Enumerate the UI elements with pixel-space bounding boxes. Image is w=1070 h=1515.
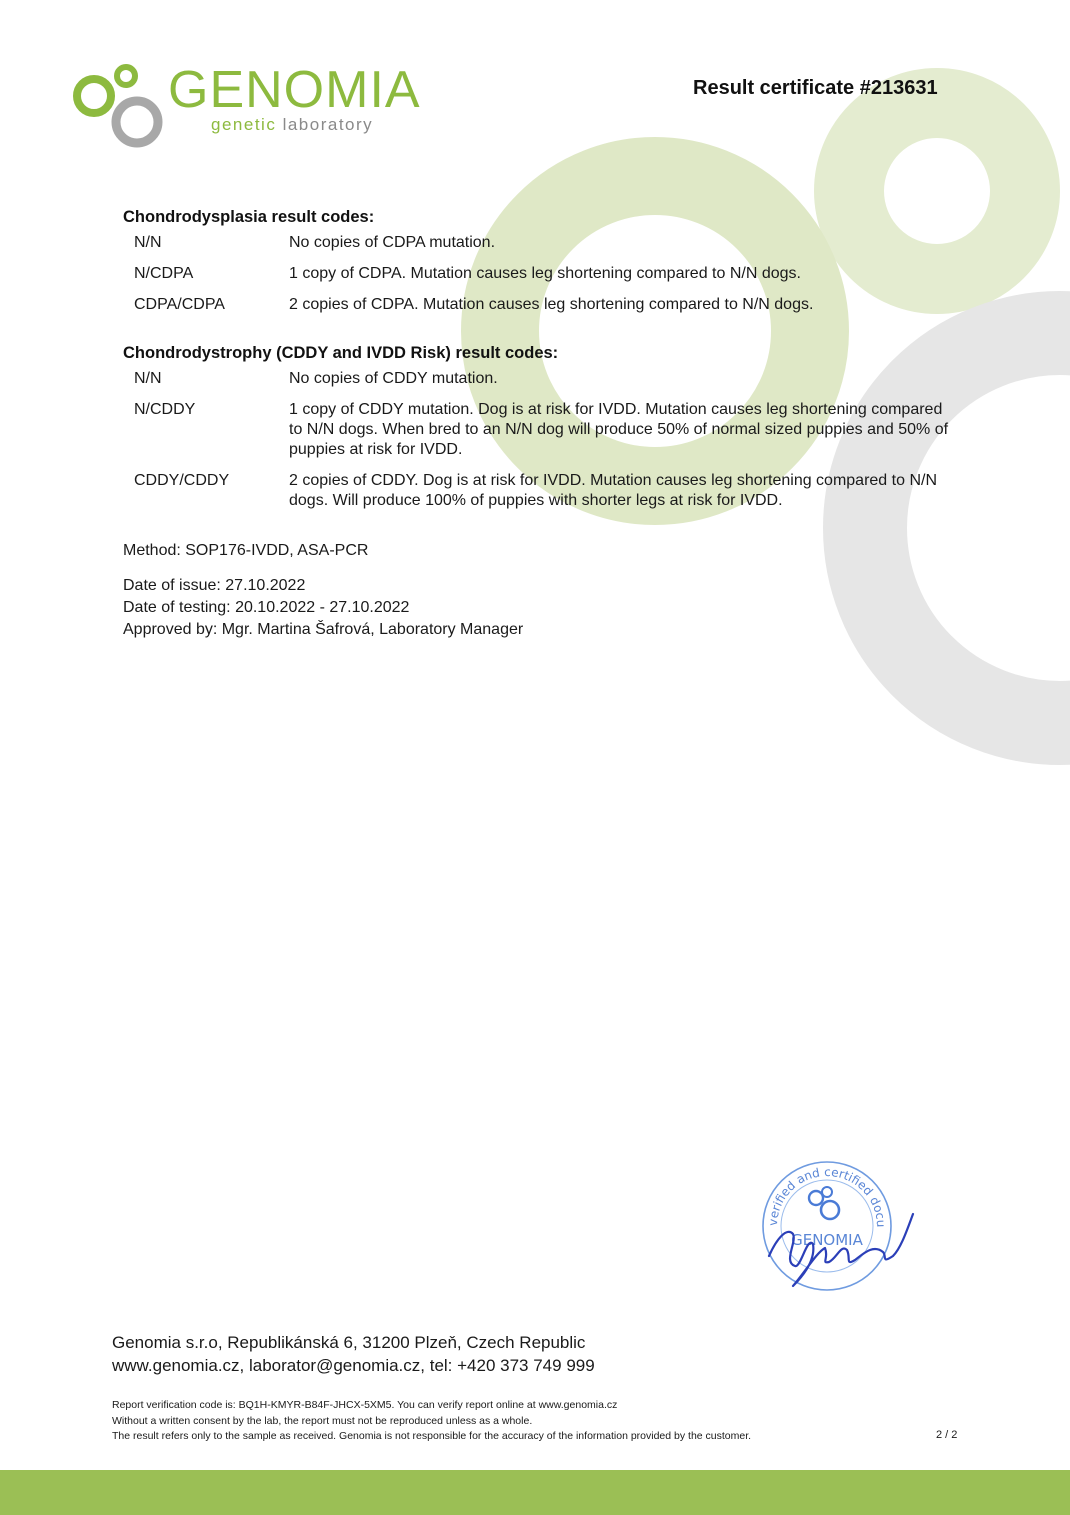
result-description: 1 copy of CDPA. Mutation causes leg shortening compared to N/N dogs. bbox=[289, 265, 801, 282]
result-description: No copies of CDPA mutation. bbox=[289, 234, 496, 251]
chondrodystrophy-heading: Chondrodystrophy (CDDY and IVDD Risk) result codes: bbox=[123, 344, 559, 362]
chondrodysplasia-heading: Chondrodysplasia result codes: bbox=[123, 208, 375, 226]
chondrodystrophy-section bbox=[123, 344, 953, 522]
approved-by: Approved by: Mgr. Martina Šafrová, Laboratory Manager bbox=[123, 621, 524, 638]
logo-wordmark: GENOMIA bbox=[168, 61, 421, 119]
result-code: CDPA/CDPA bbox=[134, 296, 225, 313]
logo-circles-icon bbox=[70, 62, 170, 152]
certificate-title: Result certificate #213631 bbox=[693, 77, 938, 99]
result-code: N/CDPA bbox=[134, 265, 194, 282]
stamp-arc-text: verified and certified docu bbox=[765, 1164, 889, 1228]
result-code-row bbox=[123, 264, 953, 284]
result-description: 1 copy of CDDY mutation. Dog is at risk for IVDD. Mutation causes leg shortening compared to N/N dogs. When bred to an N/N dog will produce 50% of normal sized puppies and 50% of puppies at risk for IVDD. bbox=[289, 401, 949, 458]
date-of-issue: Date of issue: 27.10.2022 bbox=[123, 577, 306, 594]
logo-tagline bbox=[211, 116, 373, 133]
logo-tagline-genetic: genetic bbox=[211, 115, 277, 134]
date-of-testing: Date of testing: 20.10.2022 - 27.10.2022 bbox=[123, 599, 410, 616]
result-description: No copies of CDDY mutation. bbox=[289, 370, 498, 387]
chondrodysplasia-section bbox=[123, 208, 953, 326]
verification-code-note: Report verification code is: BQ1H-KMYR-B84F-JHCX-5XM5. You can verify report online at www.genomia.cz bbox=[112, 1399, 618, 1411]
result-code-row bbox=[123, 471, 953, 511]
disclaimer-note: The result refers only to the sample as received. Genomia is not responsible for the accuracy of the information provided by the customer. bbox=[112, 1430, 752, 1442]
company-address: Genomia s.r.o, Republikánská 6, 31200 Plzeň, Czech Republic bbox=[112, 1333, 586, 1352]
genomia-logo bbox=[70, 62, 460, 152]
result-code-row bbox=[123, 400, 953, 460]
certified-stamp bbox=[755, 1152, 915, 1297]
issue-info bbox=[123, 575, 523, 641]
method-line: Method: SOP176-IVDD, ASA-PCR bbox=[123, 542, 369, 559]
result-code: N/N bbox=[134, 370, 162, 387]
consent-note: Without a written consent by the lab, the report must not be reproduced unless as a whole. bbox=[112, 1414, 533, 1427]
result-description: 2 copies of CDPA. Mutation causes leg shortening compared to N/N dogs. bbox=[289, 296, 814, 313]
result-code: N/CDDY bbox=[134, 401, 196, 418]
logo-tagline-laboratory: laboratory bbox=[282, 115, 374, 134]
result-code: N/N bbox=[134, 234, 162, 251]
stamp-seal-icon bbox=[755, 1152, 915, 1297]
result-description: 2 copies of CDDY. Dog is at risk for IVDD. Mutation causes leg shortening compared to N/N dogs. Will produce 100% of puppies with shorter legs at risk for IVDD. bbox=[289, 472, 937, 509]
footer-color-bar bbox=[0, 1470, 1070, 1515]
company-address-block bbox=[112, 1331, 595, 1377]
company-contact: www.genomia.cz, laborator@genomia.cz, tel: +420 373 749 999 bbox=[112, 1356, 595, 1375]
page-number: 2 / 2 bbox=[936, 1429, 958, 1441]
result-code: CDDY/CDDY bbox=[134, 472, 230, 489]
result-code-row bbox=[123, 295, 953, 315]
legal-notes bbox=[112, 1398, 751, 1445]
stamp-brand: GENOMIA bbox=[791, 1231, 863, 1249]
result-code-row bbox=[123, 233, 953, 253]
result-code-row bbox=[123, 369, 953, 389]
